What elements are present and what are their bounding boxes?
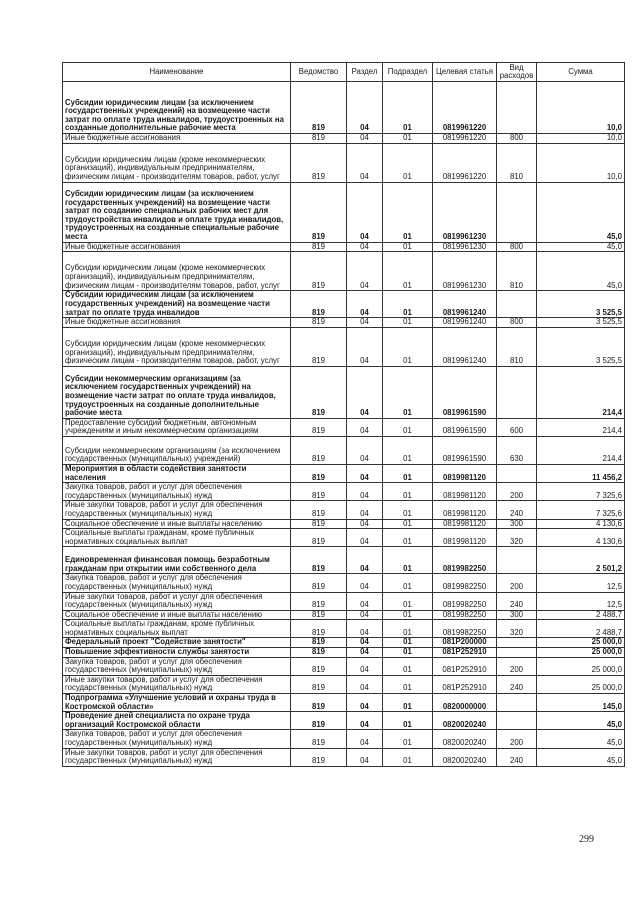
- row-department: 819: [291, 464, 347, 482]
- row-target-article: 081P252910: [433, 648, 497, 658]
- row-name: Социальные выплаты гражданам, кроме публичных нормативных социальных выплат: [63, 529, 291, 547]
- row-name: Иные бюджетные ассигнования: [63, 318, 291, 328]
- row-department: 819: [291, 82, 347, 134]
- row-department: 819: [291, 547, 347, 574]
- row-amount: 2 488,7: [537, 610, 625, 620]
- budget-table: [62, 62, 625, 767]
- row-target-article: 0819961590: [433, 366, 497, 418]
- row-amount: 10,0: [537, 143, 625, 182]
- row-subsection: 01: [383, 318, 433, 328]
- row-subsection: 01: [383, 648, 433, 658]
- table-row: [63, 730, 625, 748]
- row-target-article: 0819981120: [433, 519, 497, 529]
- table-row: [63, 547, 625, 574]
- row-section: 04: [347, 483, 383, 501]
- header-subsection: Подраздел: [383, 63, 433, 82]
- row-department: 819: [291, 436, 347, 464]
- row-subsection: 01: [383, 291, 433, 318]
- row-name: Социальное обеспечение и иные выплаты населению: [63, 519, 291, 529]
- table-row: [63, 291, 625, 318]
- row-name: Подпрограмма «Улучшение условий и охраны труда в Костромской области»: [63, 694, 291, 712]
- row-department: 819: [291, 675, 347, 693]
- row-name: Закупка товаров, работ и услуг для обеспечения государственных (муниципальных) нужд: [63, 483, 291, 501]
- row-subsection: 01: [383, 730, 433, 748]
- row-department: 819: [291, 318, 347, 328]
- row-name: Субсидии некоммерческим организациям (за исключением государственных учреждений) на возмещение части затрат по оплате труда инвалидов, трудоустроенных на созданные дополнительные рабочие места: [63, 366, 291, 418]
- row-name: Субсидии юридическим лицам (кроме некоммерческих организаций), индивидуальным предпринимателям, физическим лицам - производителям товаров, работ, услуг: [63, 143, 291, 182]
- row-expense-type: 810: [497, 143, 537, 182]
- row-amount: 4 130,6: [537, 529, 625, 547]
- row-department: 819: [291, 638, 347, 648]
- row-expense-type: 320: [497, 529, 537, 547]
- row-target-article: 0819961230: [433, 252, 497, 291]
- page-number: 299: [579, 834, 594, 845]
- table-row: [63, 638, 625, 648]
- row-target-article: 0819961220: [433, 143, 497, 182]
- row-section: 04: [347, 657, 383, 675]
- row-department: 819: [291, 483, 347, 501]
- row-amount: 45,0: [537, 712, 625, 730]
- row-target-article: 0819982250: [433, 610, 497, 620]
- header-department: Ведомство: [291, 63, 347, 82]
- row-amount: 25 000,0: [537, 648, 625, 658]
- row-department: 819: [291, 327, 347, 366]
- table-row: [63, 748, 625, 766]
- row-section: 04: [347, 242, 383, 252]
- row-target-article: 0820020240: [433, 748, 497, 766]
- row-subsection: 01: [383, 366, 433, 418]
- row-amount: 3 525,5: [537, 318, 625, 328]
- table-row: [63, 436, 625, 464]
- row-target-article: 0819982250: [433, 592, 497, 610]
- row-section: 04: [347, 748, 383, 766]
- row-subsection: 01: [383, 182, 433, 242]
- row-section: 04: [347, 648, 383, 658]
- table-row: [63, 648, 625, 658]
- table-row: [63, 657, 625, 675]
- row-section: 04: [347, 547, 383, 574]
- row-department: 819: [291, 182, 347, 242]
- row-section: 04: [347, 291, 383, 318]
- row-expense-type: [497, 464, 537, 482]
- row-department: 819: [291, 519, 347, 529]
- row-section: 04: [347, 418, 383, 436]
- row-section: 04: [347, 574, 383, 592]
- row-target-article: 0819961220: [433, 82, 497, 134]
- row-department: 819: [291, 143, 347, 182]
- row-department: 819: [291, 712, 347, 730]
- row-department: 819: [291, 529, 347, 547]
- row-amount: 12,5: [537, 574, 625, 592]
- row-expense-type: [497, 182, 537, 242]
- row-amount: 11 456,2: [537, 464, 625, 482]
- row-expense-type: 240: [497, 748, 537, 766]
- row-section: 04: [347, 143, 383, 182]
- row-target-article: 0819961230: [433, 182, 497, 242]
- row-subsection: 01: [383, 519, 433, 529]
- row-name: Единовременная финансовая помощь безработным гражданам при открытии ими собственного дела: [63, 547, 291, 574]
- row-expense-type: 300: [497, 519, 537, 529]
- row-target-article: 0819982250: [433, 547, 497, 574]
- row-amount: 45,0: [537, 242, 625, 252]
- row-expense-type: [497, 638, 537, 648]
- row-section: 04: [347, 620, 383, 638]
- table-row: [63, 252, 625, 291]
- row-expense-type: 800: [497, 134, 537, 144]
- row-name: Субсидии юридическим лицам (за исключением государственных учреждений) на возмещение части затрат по созданию специальных рабочих мест для трудоустройства инвалидов и оплате труда инвалидов, трудоустроенных на созданные специальные рабочие места: [63, 182, 291, 242]
- row-target-article: 0819961230: [433, 242, 497, 252]
- row-subsection: 01: [383, 547, 433, 574]
- row-target-article: 0819981120: [433, 483, 497, 501]
- row-target-article: 0819961240: [433, 327, 497, 366]
- table-row: [63, 464, 625, 482]
- row-section: 04: [347, 82, 383, 134]
- row-department: 819: [291, 134, 347, 144]
- row-target-article: 0819981120: [433, 529, 497, 547]
- row-name: Субсидии некоммерческим организациям (за исключением государственных (муниципальных) учреждений): [63, 436, 291, 464]
- table-row: [63, 182, 625, 242]
- row-target-article: 081P252910: [433, 657, 497, 675]
- row-name: Иные закупки товаров, работ и услуг для обеспечения государственных (муниципальных) нужд: [63, 592, 291, 610]
- row-expense-type: 240: [497, 592, 537, 610]
- row-department: 819: [291, 610, 347, 620]
- row-name: Субсидии юридическим лицам (кроме некоммерческих организаций), индивидуальным предпринимателям, физическим лицам - производителям товаров, работ, услуг: [63, 327, 291, 366]
- table-row: [63, 519, 625, 529]
- row-department: 819: [291, 620, 347, 638]
- row-target-article: 0819961220: [433, 134, 497, 144]
- row-expense-type: 810: [497, 327, 537, 366]
- row-amount: 45,0: [537, 748, 625, 766]
- row-section: 04: [347, 464, 383, 482]
- row-target-article: 0820020240: [433, 730, 497, 748]
- row-target-article: 0819961590: [433, 436, 497, 464]
- row-subsection: 01: [383, 483, 433, 501]
- table-row: [63, 501, 625, 519]
- row-name: Иные бюджетные ассигнования: [63, 242, 291, 252]
- row-expense-type: 800: [497, 242, 537, 252]
- row-expense-type: 600: [497, 418, 537, 436]
- table-row: [63, 418, 625, 436]
- row-name: Закупка товаров, работ и услуг для обеспечения государственных (муниципальных) нужд: [63, 574, 291, 592]
- row-target-article: 0819982250: [433, 574, 497, 592]
- row-name: Иные закупки товаров, работ и услуг для обеспечения государственных (муниципальных) нужд: [63, 675, 291, 693]
- table-row: [63, 318, 625, 328]
- row-amount: 7 325,6: [537, 501, 625, 519]
- row-name: Иные закупки товаров, работ и услуг для обеспечения государственных (муниципальных) нужд: [63, 748, 291, 766]
- row-department: 819: [291, 242, 347, 252]
- header-amount: Сумма: [537, 63, 625, 82]
- row-subsection: 01: [383, 242, 433, 252]
- table-row: [63, 574, 625, 592]
- row-expense-type: [497, 291, 537, 318]
- table-row: [63, 327, 625, 366]
- row-section: 04: [347, 182, 383, 242]
- row-name: Субсидии юридическим лицам (за исключением государственных учреждений) на возмещение части затрат по оплате труда инвалидов: [63, 291, 291, 318]
- row-target-article: 081P252910: [433, 675, 497, 693]
- row-amount: 3 525,5: [537, 327, 625, 366]
- row-name: Иные закупки товаров, работ и услуг для обеспечения государственных (муниципальных) нужд: [63, 501, 291, 519]
- row-amount: 45,0: [537, 730, 625, 748]
- table-row: [63, 675, 625, 693]
- row-subsection: 01: [383, 436, 433, 464]
- row-target-article: 0819961240: [433, 318, 497, 328]
- row-expense-type: 200: [497, 657, 537, 675]
- row-name: Субсидии юридическим лицам (кроме некоммерческих организаций), индивидуальным предпринимателям, физическим лицам - производителям товаров, работ, услуг: [63, 252, 291, 291]
- row-amount: 214,4: [537, 418, 625, 436]
- row-section: 04: [347, 318, 383, 328]
- row-target-article: 0820020240: [433, 712, 497, 730]
- row-section: 04: [347, 592, 383, 610]
- row-expense-type: [497, 547, 537, 574]
- row-amount: 4 130,6: [537, 519, 625, 529]
- row-section: 04: [347, 501, 383, 519]
- row-section: 04: [347, 252, 383, 291]
- row-department: 819: [291, 748, 347, 766]
- row-name: Закупка товаров, работ и услуг для обеспечения государственных (муниципальных) нужд: [63, 730, 291, 748]
- row-amount: 25 000,0: [537, 638, 625, 648]
- row-amount: 2 501,2: [537, 547, 625, 574]
- row-amount: 7 325,6: [537, 483, 625, 501]
- row-expense-type: [497, 694, 537, 712]
- row-section: 04: [347, 638, 383, 648]
- row-expense-type: 630: [497, 436, 537, 464]
- row-expense-type: 240: [497, 501, 537, 519]
- row-amount: 214,4: [537, 436, 625, 464]
- row-amount: 214,4: [537, 366, 625, 418]
- table-row: [63, 483, 625, 501]
- table-row: [63, 366, 625, 418]
- row-subsection: 01: [383, 610, 433, 620]
- row-subsection: 01: [383, 464, 433, 482]
- row-subsection: 01: [383, 501, 433, 519]
- table-row: [63, 134, 625, 144]
- row-subsection: 01: [383, 143, 433, 182]
- row-section: 04: [347, 436, 383, 464]
- header-section: Раздел: [347, 63, 383, 82]
- row-section: 04: [347, 134, 383, 144]
- row-subsection: 01: [383, 638, 433, 648]
- row-name: Предоставление субсидий бюджетным, автономным учреждениям и иным некоммерческим организациям: [63, 418, 291, 436]
- row-target-article: 0819981120: [433, 464, 497, 482]
- row-name: Социальные выплаты гражданам, кроме публичных нормативных социальных выплат: [63, 620, 291, 638]
- row-subsection: 01: [383, 620, 433, 638]
- table-row: [63, 592, 625, 610]
- row-subsection: 01: [383, 694, 433, 712]
- table-row: [63, 82, 625, 134]
- row-subsection: 01: [383, 82, 433, 134]
- row-section: 04: [347, 327, 383, 366]
- table-row: [63, 712, 625, 730]
- row-subsection: 01: [383, 592, 433, 610]
- row-section: 04: [347, 529, 383, 547]
- row-name: Социальное обеспечение и иные выплаты населению: [63, 610, 291, 620]
- table-row: [63, 529, 625, 547]
- row-subsection: 01: [383, 418, 433, 436]
- row-department: 819: [291, 730, 347, 748]
- row-name: Закупка товаров, работ и услуг для обеспечения государственных (муниципальных) нужд: [63, 657, 291, 675]
- row-target-article: 081P200000: [433, 638, 497, 648]
- row-amount: 12,5: [537, 592, 625, 610]
- row-expense-type: [497, 82, 537, 134]
- row-amount: 10,0: [537, 82, 625, 134]
- header-name: Наименование: [63, 63, 291, 82]
- row-section: 04: [347, 519, 383, 529]
- row-department: 819: [291, 291, 347, 318]
- row-name: Федеральный проект "Содействие занятости": [63, 638, 291, 648]
- row-department: 819: [291, 252, 347, 291]
- table-row: [63, 694, 625, 712]
- row-section: 04: [347, 610, 383, 620]
- row-name: Проведение дней специалиста по охране труда организаций Костромской области: [63, 712, 291, 730]
- row-subsection: 01: [383, 712, 433, 730]
- row-amount: 2 488,7: [537, 620, 625, 638]
- row-department: 819: [291, 657, 347, 675]
- row-section: 04: [347, 675, 383, 693]
- row-expense-type: 800: [497, 318, 537, 328]
- row-department: 819: [291, 694, 347, 712]
- row-expense-type: 240: [497, 675, 537, 693]
- row-target-article: 0820000000: [433, 694, 497, 712]
- row-target-article: 0819961240: [433, 291, 497, 318]
- row-amount: 145,0: [537, 694, 625, 712]
- row-subsection: 01: [383, 657, 433, 675]
- row-subsection: 01: [383, 529, 433, 547]
- table-header-row: [63, 63, 625, 82]
- row-subsection: 01: [383, 327, 433, 366]
- row-expense-type: 200: [497, 483, 537, 501]
- row-department: 819: [291, 501, 347, 519]
- row-expense-type: 320: [497, 620, 537, 638]
- row-amount: 45,0: [537, 182, 625, 242]
- row-section: 04: [347, 730, 383, 748]
- row-subsection: 01: [383, 252, 433, 291]
- row-expense-type: 810: [497, 252, 537, 291]
- header-expense-type: Вид расходов: [497, 63, 537, 82]
- row-amount: 25 000,0: [537, 675, 625, 693]
- table-row: [63, 610, 625, 620]
- row-department: 819: [291, 648, 347, 658]
- row-amount: 10,0: [537, 134, 625, 144]
- header-target-article: Целевая статья: [433, 63, 497, 82]
- row-subsection: 01: [383, 574, 433, 592]
- row-target-article: 0819982250: [433, 620, 497, 638]
- row-name: Повышение эффективности службы занятости: [63, 648, 291, 658]
- row-expense-type: [497, 366, 537, 418]
- row-name: Мероприятия в области содействия занятости населения: [63, 464, 291, 482]
- row-section: 04: [347, 366, 383, 418]
- row-target-article: 0819981120: [433, 501, 497, 519]
- table-row: [63, 143, 625, 182]
- row-department: 819: [291, 418, 347, 436]
- row-name: Иные бюджетные ассигнования: [63, 134, 291, 144]
- row-department: 819: [291, 574, 347, 592]
- row-expense-type: 200: [497, 730, 537, 748]
- row-amount: 25 000,0: [537, 657, 625, 675]
- row-subsection: 01: [383, 134, 433, 144]
- row-amount: 3 525,5: [537, 291, 625, 318]
- row-expense-type: 200: [497, 574, 537, 592]
- row-target-article: 0819961590: [433, 418, 497, 436]
- row-department: 819: [291, 592, 347, 610]
- row-department: 819: [291, 366, 347, 418]
- row-section: 04: [347, 712, 383, 730]
- row-subsection: 01: [383, 675, 433, 693]
- row-name: Субсидии юридическим лицам (за исключением государственных учреждений) на возмещение части затрат по оплате труда инвалидов, трудоустроенных на созданные дополнительные рабочие места: [63, 82, 291, 134]
- table-row: [63, 620, 625, 638]
- row-expense-type: [497, 648, 537, 658]
- row-expense-type: 300: [497, 610, 537, 620]
- row-expense-type: [497, 712, 537, 730]
- row-subsection: 01: [383, 748, 433, 766]
- row-section: 04: [347, 694, 383, 712]
- table-row: [63, 242, 625, 252]
- row-amount: 45,0: [537, 252, 625, 291]
